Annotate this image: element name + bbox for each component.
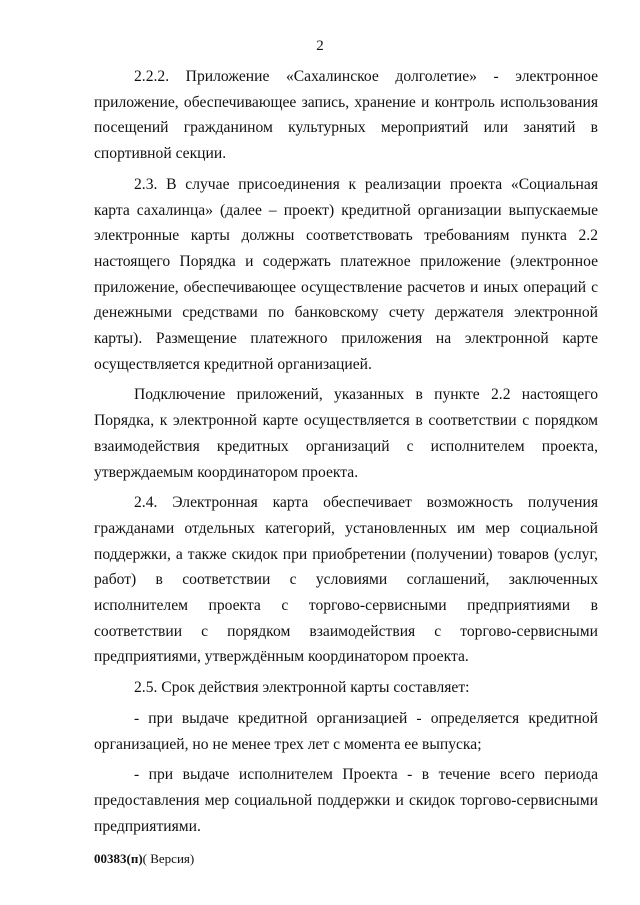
page-number: 2: [316, 38, 324, 54]
document-body: [94, 64, 598, 844]
paragraph-2-5: 2.5. Срок действия электронной карты составляет:: [134, 679, 470, 697]
footer-version: ( Версия): [142, 851, 195, 866]
paragraph-2-4: 2.4. Электронная карта обеспечивает возможность получения гражданами отдельных категорий, установленных им мер социальной поддержки, а также скидок при приобретении (получении) товаров (услуг, работ) в соответствии с условиями соглашений, заключенных исполнителем проекта с торгово-сервисными предприятиями в соответствии с порядком взаимодействия с торгово-сервисными предприятиями, утверждённым координатором проекта.: [94, 494, 598, 666]
paragraph-2-3: 2.3. В случае присоединения к реализации проекта «Социальная карта сахалинца» (далее – проект) кредитной организации выпускаемые электронные карты должны соответствовать требованиям пункта 2.2 настоящего Порядка и содержать платежное приложение (электронное приложение, обеспечивающее осуществление расчетов и иных операций с денежными средствами по банковскому счету держателя электронной карты). Размещение платежного приложения на электронной карте осуществляется кредитной организацией.: [94, 175, 598, 373]
paragraph-2-2-2: 2.2.2. Приложение «Сахалинское долголетие» - электронное приложение, обеспечивающее запись, хранение и контроль использования посещений гражданином культурных мероприятий или занятий в спортивной секции.: [94, 68, 598, 163]
paragraph-app-connection: Подключение приложений, указанных в пункте 2.2 настоящего Порядка, к электронной карте осуществляется в соответствии с порядком взаимодействия кредитных организаций с исполнителем проекта, утверждаемым координатором проекта.: [94, 386, 598, 481]
list-item-credit-org: - при выдаче кредитной организацией - определяется кредитной организацией, но не менее трех лет с момента ее выпуска;: [94, 709, 598, 753]
footer-code: 00383(п): [94, 851, 143, 866]
footer-document-code: [94, 851, 194, 867]
list-item-project-executor: - при выдаче исполнителем Проекта - в течение всего периода предоставления мер социальной поддержки и скидок торгово-сервисными предприятиями.: [94, 766, 598, 835]
